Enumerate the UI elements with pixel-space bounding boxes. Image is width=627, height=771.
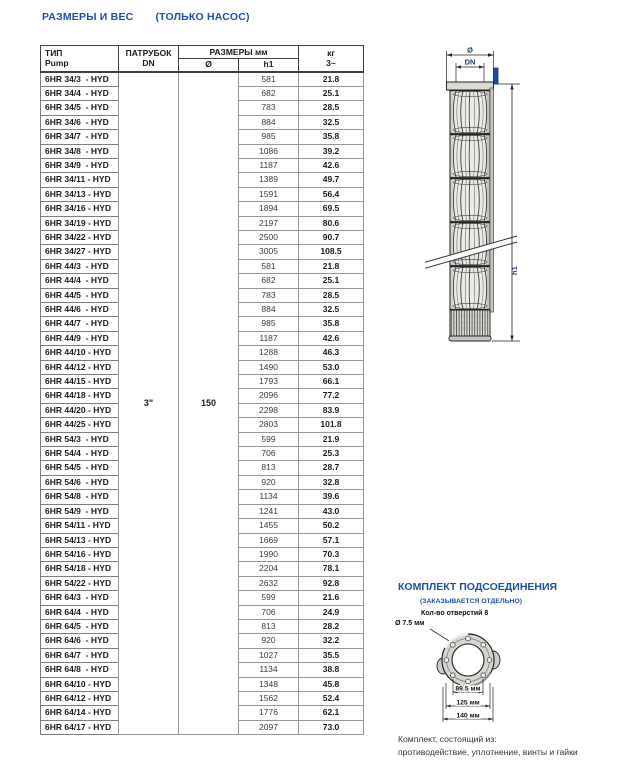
header-type-en: Pump — [45, 58, 69, 69]
header-h1: h1 — [239, 59, 299, 72]
h1-cell: 1187 — [239, 331, 299, 345]
pump-type-cell: 6HR 44/5 - HYD — [41, 288, 119, 302]
kg-cell: 108.5 — [299, 245, 364, 259]
diameter-label: Ø — [467, 45, 473, 55]
h1-cell: 1134 — [239, 490, 299, 504]
pump-type-cell: 6HR 54/3 - HYD — [41, 432, 119, 446]
kg-cell: 46.3 — [299, 346, 364, 360]
kg-cell: 39.2 — [299, 144, 364, 158]
kg-cell: 77.2 — [299, 389, 364, 403]
h1-cell: 2204 — [239, 562, 299, 576]
pump-foot — [449, 336, 491, 341]
pump-type-cell: 6HR 54/11 - HYD — [41, 519, 119, 533]
h1-cell: 2500 — [239, 230, 299, 244]
flange-diagram — [390, 608, 560, 733]
h1-cell: 1894 — [239, 202, 299, 216]
header-type-ru: ТИП — [45, 47, 63, 58]
pump-type-cell: 6HR 54/8 - HYD — [41, 490, 119, 504]
dn-merged-cell: 3" — [119, 72, 179, 735]
h1-cell: 1389 — [239, 173, 299, 187]
kg-cell: 56.4 — [299, 187, 364, 201]
kg-cell: 42.6 — [299, 158, 364, 172]
pump-type-cell: 6HR 44/6 - HYD — [41, 303, 119, 317]
kg-cell: 73.0 — [299, 720, 364, 734]
pump-type-cell: 6HR 44/18 - HYD — [41, 389, 119, 403]
table-row — [41, 72, 364, 87]
pump-type-cell: 6HR 34/11 - HYD — [41, 173, 119, 187]
h1-cell: 1027 — [239, 648, 299, 662]
pump-type-cell: 6HR 64/8 - HYD — [41, 663, 119, 677]
pump-type-cell: 6HR 54/16 - HYD — [41, 547, 119, 561]
pump-type-cell: 6HR 34/3 - HYD — [41, 72, 119, 87]
kit-hole-diameter-label: Ø 7.5 мм — [395, 620, 425, 627]
header-type — [41, 46, 119, 72]
pump-casing-edge — [490, 88, 494, 312]
pump-type-cell: 6HR 44/25 - HYD — [41, 418, 119, 432]
h1-cell: 2803 — [239, 418, 299, 432]
kg-cell: 80.6 — [299, 216, 364, 230]
pump-type-cell: 6HR 64/17 - HYD — [41, 720, 119, 734]
h1-cell: 1562 — [239, 691, 299, 705]
h1-cell: 3005 — [239, 245, 299, 259]
kg-cell: 49.7 — [299, 173, 364, 187]
h1-cell: 1591 — [239, 187, 299, 201]
kg-cell: 90.7 — [299, 230, 364, 244]
pump-type-cell: 6HR 54/18 - HYD — [41, 562, 119, 576]
h1-label: h1 — [510, 266, 519, 275]
h1-cell: 599 — [239, 432, 299, 446]
kit-subtitle: (ЗАКАЗЫВАЕТСЯ ОТДЕЛЬНО) — [420, 598, 523, 605]
h1-cell: 706 — [239, 447, 299, 461]
pump-type-cell: 6HR 44/7 - HYD — [41, 317, 119, 331]
kg-cell: 52.4 — [299, 691, 364, 705]
h1-cell: 884 — [239, 115, 299, 129]
kg-cell: 45.8 — [299, 677, 364, 691]
pump-diagram — [425, 40, 565, 350]
kg-cell: 42.6 — [299, 331, 364, 345]
kg-cell: 28.7 — [299, 461, 364, 475]
page-title-main: РАЗМЕРЫ И ВЕС — [42, 11, 134, 23]
pump-type-cell: 6HR 34/4 - HYD — [41, 86, 119, 100]
kg-cell: 83.9 — [299, 403, 364, 417]
pump-type-cell: 6HR 54/22 - HYD — [41, 576, 119, 590]
h1-cell: 1990 — [239, 547, 299, 561]
pump-type-cell: 6HR 44/3 - HYD — [41, 259, 119, 273]
kit-note — [398, 733, 578, 759]
header-connection-ru: ПАТРУБОК — [125, 47, 172, 58]
pump-type-cell: 6HR 34/13 - HYD — [41, 187, 119, 201]
h1-cell: 581 — [239, 259, 299, 273]
kg-cell: 25.3 — [299, 447, 364, 461]
kg-cell: 21.8 — [299, 72, 364, 87]
dn-label: DN — [464, 57, 476, 67]
kg-cell: 28.2 — [299, 619, 364, 633]
pump-type-cell: 6HR 44/9 - HYD — [41, 331, 119, 345]
kg-cell: 24.9 — [299, 605, 364, 619]
h1-cell: 1086 — [239, 144, 299, 158]
h1-cell: 2298 — [239, 403, 299, 417]
kit-title: КОМПЛЕКТ ПОДСОЕДИНЕНИЯ — [398, 581, 558, 593]
h1-cell: 1776 — [239, 706, 299, 720]
kg-cell: 70.3 — [299, 547, 364, 561]
kg-cell: 43.0 — [299, 504, 364, 518]
h1-cell: 1669 — [239, 533, 299, 547]
h1-cell: 920 — [239, 475, 299, 489]
flange-dim-outer: 140 мм — [456, 712, 480, 720]
pump-type-cell: 6HR 64/10 - HYD — [41, 677, 119, 691]
pump-type-cell: 6HR 64/12 - HYD — [41, 691, 119, 705]
flange-dim-inner: 89.5 мм — [455, 685, 481, 693]
flange-bore — [452, 644, 484, 676]
kg-cell: 32.2 — [299, 634, 364, 648]
pump-type-cell: 6HR 44/15 - HYD — [41, 375, 119, 389]
h1-cell: 682 — [239, 86, 299, 100]
kg-cell: 62.1 — [299, 706, 364, 720]
kg-cell: 28.5 — [299, 288, 364, 302]
kg-cell: 21.8 — [299, 259, 364, 273]
kg-cell: 32.5 — [299, 303, 364, 317]
pump-type-cell: 6HR 34/16 - HYD — [41, 202, 119, 216]
h1-cell: 783 — [239, 101, 299, 115]
header-connection — [119, 46, 179, 72]
page-title-suffix: (ТОЛЬКО НАСОС) — [155, 11, 250, 23]
kg-cell: 21.6 — [299, 591, 364, 605]
pump-type-cell: 6HR 34/9 - HYD — [41, 158, 119, 172]
page-title — [42, 11, 250, 23]
header-weight-kg: кг — [327, 47, 335, 58]
pump-type-cell: 6HR 34/19 - HYD — [41, 216, 119, 230]
pump-type-cell: 6HR 64/5 - HYD — [41, 619, 119, 633]
pump-type-cell: 6HR 54/13 - HYD — [41, 533, 119, 547]
pump-type-cell: 6HR 64/14 - HYD — [41, 706, 119, 720]
h1-cell: 1288 — [239, 346, 299, 360]
h1-cell: 1793 — [239, 375, 299, 389]
h1-cell: 2632 — [239, 576, 299, 590]
kg-cell: 32.5 — [299, 115, 364, 129]
pump-type-cell: 6HR 54/5 - HYD — [41, 461, 119, 475]
table-body — [41, 72, 364, 735]
pump-type-cell: 6HR 44/12 - HYD — [41, 360, 119, 374]
kg-cell: 38.8 — [299, 663, 364, 677]
table-header — [41, 46, 364, 72]
kg-cell: 35.8 — [299, 317, 364, 331]
header-weight — [299, 46, 364, 72]
h1-cell: 706 — [239, 605, 299, 619]
pump-type-cell: 6HR 64/7 - HYD — [41, 648, 119, 662]
kg-cell: 35.8 — [299, 130, 364, 144]
pump-type-cell: 6HR 34/27 - HYD — [41, 245, 119, 259]
h1-cell: 985 — [239, 130, 299, 144]
kg-cell: 50.2 — [299, 519, 364, 533]
pump-type-cell: 6HR 64/3 - HYD — [41, 591, 119, 605]
pump-strainer — [450, 310, 490, 336]
h1-cell: 783 — [239, 288, 299, 302]
h1-cell: 581 — [239, 72, 299, 87]
kit-note-line1: Комплект, состоящий из: — [398, 734, 497, 744]
kg-cell: 28.5 — [299, 101, 364, 115]
kg-cell: 92.8 — [299, 576, 364, 590]
pump-type-cell: 6HR 54/4 - HYD — [41, 447, 119, 461]
pump-type-cell: 6HR 54/6 - HYD — [41, 475, 119, 489]
h1-cell: 884 — [239, 303, 299, 317]
kg-cell: 69.5 — [299, 202, 364, 216]
kg-cell: 25.1 — [299, 274, 364, 288]
kg-cell: 39.6 — [299, 490, 364, 504]
h1-cell: 1134 — [239, 663, 299, 677]
h1-cell: 1187 — [239, 158, 299, 172]
pump-type-cell: 6HR 44/4 - HYD — [41, 274, 119, 288]
pump-type-cell: 6HR 64/4 - HYD — [41, 605, 119, 619]
kg-cell: 32.8 — [299, 475, 364, 489]
h1-cell: 1455 — [239, 519, 299, 533]
h1-cell: 1348 — [239, 677, 299, 691]
header-connection-en: DN — [142, 58, 155, 69]
pump-type-cell: 6HR 34/8 - HYD — [41, 144, 119, 158]
kit-holes-label: Кол-во отверстий 8 — [421, 610, 489, 617]
kit-note-line2: противодействие, уплотнение, винты и гайки — [398, 747, 578, 757]
h1-cell: 813 — [239, 461, 299, 475]
h1-cell: 2096 — [239, 389, 299, 403]
kg-cell: 57.1 — [299, 533, 364, 547]
pump-type-cell: 6HR 54/9 - HYD — [41, 504, 119, 518]
pump-head — [447, 82, 494, 90]
header-diameter: Ø — [179, 59, 239, 72]
pump-type-cell: 6HR 34/7 - HYD — [41, 130, 119, 144]
kg-cell: 53.0 — [299, 360, 364, 374]
pump-cable — [494, 68, 499, 84]
h1-cell: 1490 — [239, 360, 299, 374]
h1-cell: 682 — [239, 274, 299, 288]
pump-type-cell: 6HR 34/22 - HYD — [41, 230, 119, 244]
kg-cell: 101.8 — [299, 418, 364, 432]
pump-type-cell: 6HR 34/5 - HYD — [41, 101, 119, 115]
pump-type-cell: 6HR 44/20 - HYD — [41, 403, 119, 417]
diameter-merged-cell: 150 — [179, 72, 239, 735]
kg-cell: 35.5 — [299, 648, 364, 662]
h1-cell: 813 — [239, 619, 299, 633]
flange-dim-mid: 125 мм — [456, 699, 480, 707]
pump-type-cell: 6HR 44/10 - HYD — [41, 346, 119, 360]
pump-type-cell: 6HR 64/6 - HYD — [41, 634, 119, 648]
header-dimensions: РАЗМЕРЫ мм — [179, 46, 299, 59]
pump-body — [450, 90, 490, 310]
h1-cell: 985 — [239, 317, 299, 331]
h1-cell: 920 — [239, 634, 299, 648]
h1-cell: 2197 — [239, 216, 299, 230]
dimensions-weight-table — [40, 45, 364, 735]
kg-cell: 21.9 — [299, 432, 364, 446]
kg-cell: 66.1 — [299, 375, 364, 389]
kg-cell: 25.1 — [299, 86, 364, 100]
header-weight-phase: 3~ — [326, 58, 336, 69]
h1-cell: 599 — [239, 591, 299, 605]
h1-cell: 2097 — [239, 720, 299, 734]
h1-cell: 1241 — [239, 504, 299, 518]
kg-cell: 78.1 — [299, 562, 364, 576]
pump-type-cell: 6HR 34/6 - HYD — [41, 115, 119, 129]
